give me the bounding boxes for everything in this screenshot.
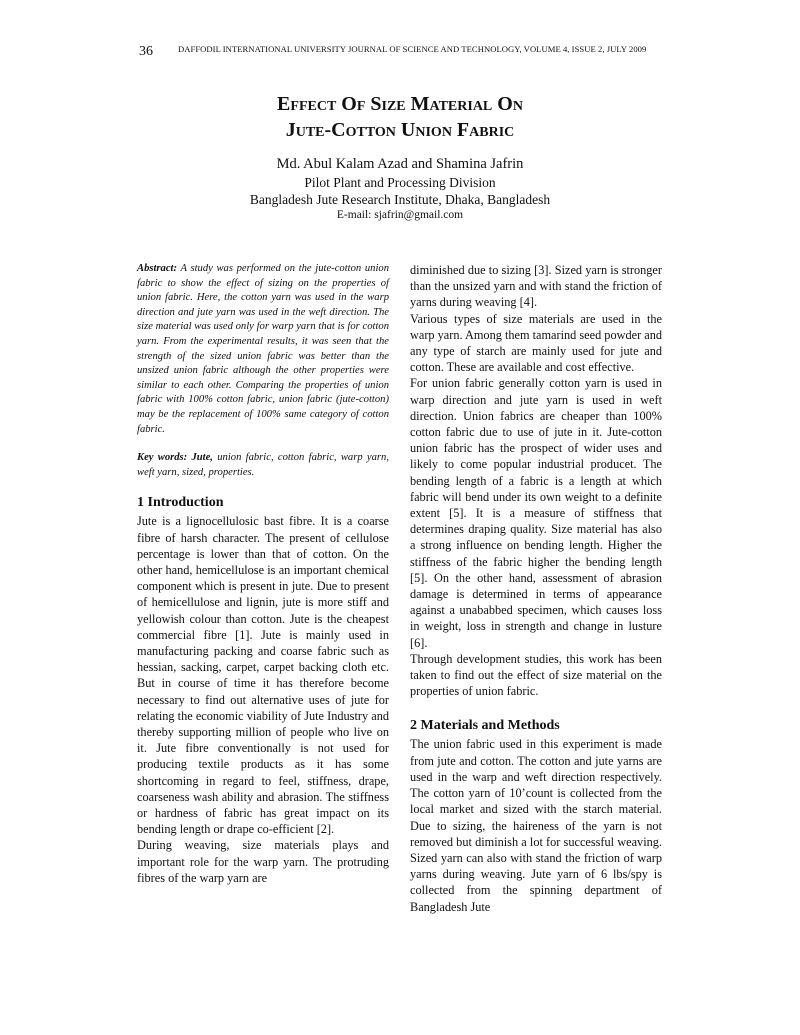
paper-title [0,91,800,143]
page-number: 36 [139,44,153,59]
right-column [410,262,662,915]
intro-paragraph-2: During weaving, size materials plays and important role for the warp yarn. The protruding fibres of the warp yarn are [137,838,389,885]
abstract-text: A study was performed on the jute-cotton union fabric to show the effect of sizing on the properties of union fabric. Here, the cotton yarn was used in the warp direction and jute yarn was used in the weft direction. The size material was used only for warp yarn that is for cotton yarn. From the experimental results, it was seen that the strength of the sized union fabric was better than the unsized union fabric although the other properties were similar to each other. Comparing the properties of union fabric with 100% cotton fabric, union fabric (jute-cotton) may be the replacement of 100% same category of cotton fabric. [137,263,389,435]
left-column [137,262,389,886]
section-2-heading: 2 Materials and Methods [410,718,560,734]
intro-paragraph-1: Jute is a lignocellulosic bast fibre. It is a coarse fibre of harsh character. The present of cellulose percentage is lower than that of cotton. On the other hand, hemicellulose is an important chemical component which is present in jute. Due to present of hemicellulose and lignin, jute is more stiff and yellowish colour than cotton. Jute is the cheapest commercial fibre [1]. Jute is mainly used in manufacturing packing and coarse fabric such as hessian, sacking, carpet, carpet backing cloth etc. But in course of time it has therefore become necessary to find out alternative uses of jute for relating the economic viability of Jute Industry and thereby supporting million of people who live on it. Jute fibre conventionally is not used for producing textile products as it has some shortcoming in regard to feel, stiffness, drape, coarseness wash ability and abrasion. The stiffness or hardness of fabric has great impact on its bending length or drape co-efficient [2]. [137,514,389,837]
intro-paragraph-3: diminished due to sizing [3]. Sized yarn is stronger than the unsized yarn and with stand the friction of yarns during weaving [4]. [410,263,662,310]
author-email: E-mail: sjafrin@gmail.com [336,209,464,221]
running-head: DAFFODIL INTERNATIONAL UNIVERSITY JOURNAL OF SCIENCE AND TECHNOLOGY, VOLUME 4, ISSUE 2, JULY 2009 [178,44,647,54]
intro-paragraph-6: Through development studies, this work has been taken to find out the effect of size material on the properties of union fabric. [410,651,662,699]
keywords-first: Jute, [187,452,213,464]
keywords-label: Key words: [137,452,188,464]
section-1-heading: 1 Introduction [137,495,224,511]
abstract [137,262,389,437]
keywords-rest: union fabric, cotton fabric, warp yarn, weft yarn, sized, properties. [137,452,389,478]
methods-paragraph-1: The union fabric used in this experiment is made from jute and cotton. The cotton and jute yarns are used in the warp and weft direction respectively. The cotton yarn of 10’count is collected from the local market and sized with the starch material. Due to sizing, the haireness of the yarn is not removed but diminish a lot for successful weaving. Sized yarn can also with stand the friction of warp yarns during weaving. Jute yarn of 6 lbs/spy is collected from the spinning department of Bangladesh Jute [410,737,662,914]
affiliation-division: Pilot Plant and Processing Division [304,175,496,190]
title-line-2: Jute-Cotton Union Fabric [285,119,515,141]
affiliation-institute: Bangladesh Jute Research Institute, Dhaka, Bangladesh [249,192,551,207]
intro-paragraph-4: Various types of size materials are used in the warp yarn. Among them tamarind seed powder and any type of starch are mainly used for jute and cotton. These are available and cost effective. [410,311,663,375]
authors: Md. Abul Kalam Azad and Shamina Jafrin [276,156,524,172]
keywords [137,451,389,480]
intro-paragraph-5: For union fabric generally cotton yarn is used in warp direction and jute yarn is used in weft direction. Union fabrics are cheaper than 100% cotton fabric due to use of jute in it. Jute-cotton union fabric has the prospect of wider uses and likely to come popular industrial producet. The bending length of a fabric is a length at which fabric will bend under its own weight to a definite extent [5]. It is a measure of stiffness that determines draping quality. Size material has also a strong influence on bending length. Higher the stiffness of the fabric higher the bending length [5]. On the other hand, assessment of abrasion damage is determined in terms of appearance against a unababbed specimen, which causes loss in weight, loss in strength and change in lusture [6]. [410,376,662,650]
title-line-1: Effect Of Size Material On [277,93,523,115]
abstract-label: Abstract: [137,263,178,274]
